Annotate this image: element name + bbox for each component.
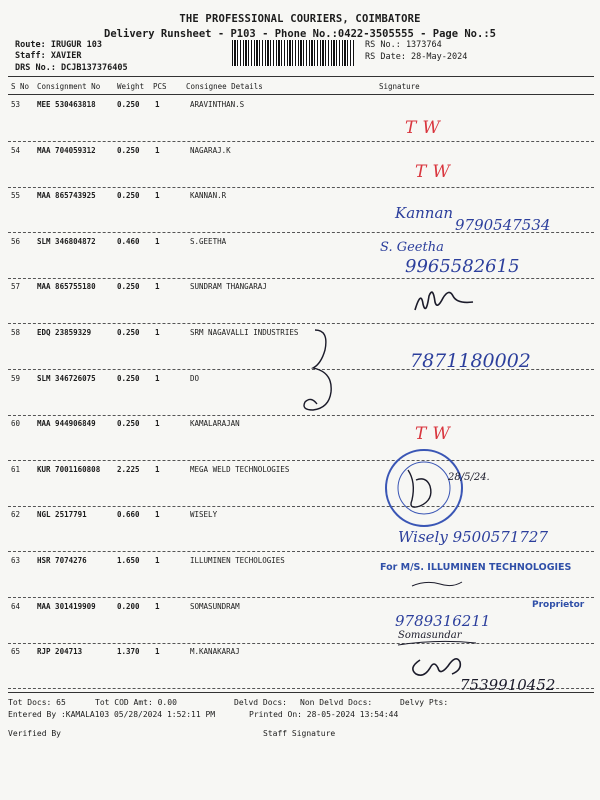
row-consignee: SOMASUNDRAM — [190, 602, 240, 611]
row-pcs: 1 — [155, 237, 160, 246]
row-sno: 55 — [11, 191, 21, 200]
illuminen-stamp-line2: Proprietor — [532, 600, 585, 610]
row-sno: 53 — [11, 100, 21, 109]
row-pcs: 1 — [155, 191, 160, 200]
col-consignee: Consignee Details — [186, 82, 263, 91]
col-signature: Signature — [379, 82, 420, 91]
footer-entered-by: Entered By :KAMALA103 05/28/2024 1:52:11 PM — [8, 710, 216, 719]
row-sno: 54 — [11, 146, 21, 155]
row-consignment: SLM 346726075 — [37, 374, 96, 383]
row-consignee: NAGARAJ.K — [190, 146, 231, 155]
footer-printed-on: Printed On: 28-05-2024 13:54:44 — [249, 710, 399, 719]
row-sno: 60 — [11, 419, 21, 428]
row-sno: 56 — [11, 237, 21, 246]
handwriting-tw-53: TW — [405, 118, 446, 138]
row-consignment: MAA 865743925 — [37, 191, 96, 200]
row-consignee: KANNAN.R — [190, 191, 227, 200]
row-weight: 2.225 — [117, 465, 140, 474]
row-consignee: MEGA WELD TECHNOLOGIES — [190, 465, 290, 474]
row-weight: 0.660 — [117, 510, 140, 519]
row-weight: 0.200 — [117, 602, 140, 611]
row-consignee: SUNDRAM THANGARAJ — [190, 282, 267, 291]
row-weight: 0.250 — [117, 100, 140, 109]
signature-65 — [413, 659, 461, 675]
col-sno: S No — [11, 82, 30, 91]
row-consignment: HSR 7074276 — [37, 556, 87, 565]
row-consignment: MAA 301419909 — [37, 602, 96, 611]
row-pcs: 1 — [155, 419, 160, 428]
row-consignment: MEE 530463818 — [37, 100, 96, 109]
mega-weld-stamp — [386, 450, 462, 526]
footer-tot-cod: Tot COD Amt: 0.00 — [95, 698, 177, 707]
handwriting-tw-54: TW — [415, 162, 456, 182]
row-weight: 1.370 — [117, 647, 140, 656]
row-sno: 62 — [11, 510, 21, 519]
signature-63 — [412, 582, 462, 586]
row-weight: 1.650 — [117, 556, 140, 565]
row-pcs: 1 — [155, 282, 160, 291]
handwriting-geetha-phone: 9965582615 — [405, 256, 520, 277]
row-pcs: 1 — [155, 602, 160, 611]
row-consignee: KAMALARAJAN — [190, 419, 240, 428]
footer-delvd-docs: Delvd Docs: — [234, 698, 287, 707]
col-pcs: PCS — [153, 82, 167, 91]
footer-non-delvd: Non Delvd Docs: — [300, 698, 373, 707]
row-consignee: WISELY — [190, 510, 218, 519]
row-pcs: 1 — [155, 556, 160, 565]
handwriting-kannan-phone: 9790547534 — [455, 216, 551, 234]
col-consignment: Consignment No — [37, 82, 101, 91]
row-weight: 0.460 — [117, 237, 140, 246]
company-title: THE PROFESSIONAL COURIERS, COIMBATORE — [179, 13, 421, 25]
row-consignee: S.GEETHA — [190, 237, 227, 246]
drs-number: DRS No.: DCJB137376405 — [15, 63, 128, 73]
handwriting-kannan: Kannan — [395, 204, 454, 222]
footer-rule — [8, 692, 594, 693]
footer-verified-by: Verified By — [8, 729, 61, 738]
handwriting-phone-58: 7871180002 — [410, 350, 531, 372]
row-consignment: RJP 204713 — [37, 647, 83, 656]
staff-label: Staff: XAVIER — [15, 51, 82, 61]
row-sno: 61 — [11, 465, 21, 474]
row-sno: 58 — [11, 328, 21, 337]
row-consignee: M.KANAKARAJ — [190, 647, 240, 656]
row-pcs: 1 — [155, 328, 160, 337]
row-weight: 0.250 — [117, 191, 140, 200]
signature-57 — [415, 292, 473, 310]
signature-64-stroke — [398, 641, 476, 645]
row-sno: 65 — [11, 647, 21, 656]
row-weight: 0.250 — [117, 328, 140, 337]
footer-tot-docs: Tot Docs: 65 — [8, 698, 66, 707]
row-weight: 0.250 — [117, 419, 140, 428]
footer-delvy-pts: Delvy Pts: — [400, 698, 449, 707]
runsheet-subtitle: Delivery Runsheet - P103 - Phone No.:0422-3505555 - Page No.:5 — [104, 28, 496, 40]
row-pcs: 1 — [155, 100, 160, 109]
row-weight: 0.250 — [117, 374, 140, 383]
rs-number: RS No.: 1373764 — [365, 40, 442, 50]
row-consignee: ILLUMINEN TECHOLOGIES — [190, 556, 285, 565]
rs-date: RS Date: 28-May-2024 — [365, 52, 468, 62]
row-consignment: MAA 944906849 — [37, 419, 96, 428]
row-weight: 0.250 — [117, 146, 140, 155]
handwriting-tw-60: TW — [415, 424, 456, 444]
route-label: Route: IRUGUR 103 — [15, 40, 102, 50]
row-consignment: SLM 346804872 — [37, 237, 96, 246]
illuminen-stamp-line1: For M/S. ILLUMINEN TECHNOLOGIES — [380, 562, 572, 573]
row-consignment: NGL 2517791 — [37, 510, 87, 519]
row-pcs: 1 — [155, 647, 160, 656]
row-sno: 59 — [11, 374, 21, 383]
row-pcs: 1 — [155, 465, 160, 474]
handwriting-wisely: Wisely 9500571727 — [398, 528, 548, 546]
row-sno: 63 — [11, 556, 21, 565]
row-weight: 0.250 — [117, 282, 140, 291]
row-consignee: ARAVINTHAN.S — [190, 100, 245, 109]
handwriting-phone-64: 9789316211 — [395, 612, 491, 630]
handwriting-date-61: 28/5/24. — [448, 472, 490, 483]
row-consignment: MAA 704059312 — [37, 146, 96, 155]
row-consignee: DO — [190, 374, 200, 383]
col-weight: Weight — [117, 82, 145, 91]
row-sno: 57 — [11, 282, 21, 291]
footer-staff-signature: Staff Signature — [263, 729, 336, 738]
row-consignment: MAA 865755180 — [37, 282, 96, 291]
row-consignee: SRM NAGAVALLI INDUSTRIES — [190, 328, 299, 337]
row-consignment: EDQ 23859329 — [37, 328, 92, 337]
signature-61 — [408, 470, 431, 507]
handwriting-phone-65: 7539910452 — [460, 676, 556, 694]
handwriting-somasundar: Somasundar — [398, 630, 462, 641]
row-consignment: KUR 7001160808 — [37, 465, 101, 474]
row-pcs: 1 — [155, 146, 160, 155]
row-sno: 64 — [11, 602, 21, 611]
row-pcs: 1 — [155, 374, 160, 383]
bracket-58-59 — [304, 330, 331, 410]
row-pcs: 1 — [155, 510, 160, 519]
handwriting-geetha: S. Geetha — [380, 240, 444, 255]
